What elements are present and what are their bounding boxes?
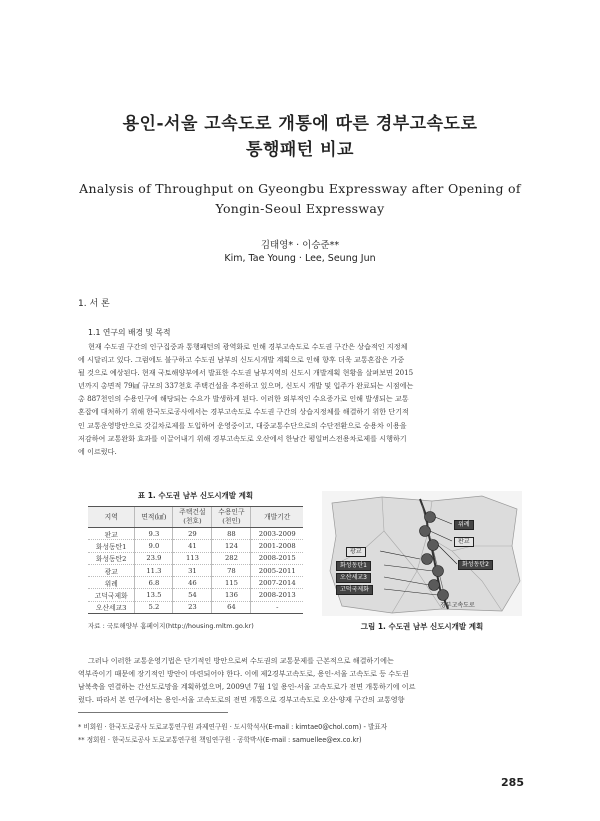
table-cell: 46 bbox=[173, 577, 212, 589]
table-cell: 78 bbox=[212, 564, 251, 576]
table-cell: 41 bbox=[173, 540, 212, 552]
figure-map bbox=[322, 491, 522, 616]
table-header-cell: 지역 bbox=[88, 507, 135, 528]
table-cell: 11.3 bbox=[135, 564, 173, 576]
paragraph-line: 남북축을 연결하는 간선도로망을 계획하였으며, 2009년 7월 1일 용인-서울 고속도로가 전면 개통하기에 이르 bbox=[78, 682, 416, 692]
table-caption: 표 1. 수도권 남부 신도시개발 계획 bbox=[137, 491, 254, 500]
table-row bbox=[88, 589, 303, 601]
table-cell: 88 bbox=[212, 528, 251, 540]
table-row bbox=[88, 577, 303, 589]
table-cell: 고덕국제화 bbox=[88, 589, 135, 601]
page-number: 285 bbox=[501, 776, 524, 789]
table-cell: 113 bbox=[173, 552, 212, 564]
table-cell: 29 bbox=[173, 528, 212, 540]
map-label-gwanggyo: 광교 bbox=[346, 547, 366, 557]
table-row bbox=[88, 528, 303, 540]
paragraph-line: 현재 수도권 구간의 인구집중과 통행패턴의 광역화로 인해 경부고속도로 수도권 구간은 상습적인 지정체 bbox=[88, 342, 408, 351]
table-cell: 위례 bbox=[88, 577, 135, 589]
table-cell: 136 bbox=[212, 589, 251, 601]
table-cell: 2005-2011 bbox=[251, 564, 303, 576]
development-plan-table bbox=[88, 506, 303, 614]
table-cell: 광교 bbox=[88, 564, 135, 576]
table-source-note: 자료 : 국토해양부 홈페이지(http://housing.mltm.go.kr) bbox=[88, 622, 254, 630]
table-cell: 9.0 bbox=[135, 540, 173, 552]
table-cell: 화성동탄2 bbox=[88, 552, 135, 564]
title-korean-line2: 통행패턴 비교 bbox=[246, 140, 354, 160]
table-row bbox=[88, 552, 303, 564]
table-cell: 23 bbox=[173, 601, 212, 613]
map-label-pangyo: 판교 bbox=[454, 537, 474, 547]
subsection-heading: 1.1 연구의 배경 및 목적 bbox=[88, 328, 171, 337]
table-cell: 115 bbox=[212, 577, 251, 589]
paragraph-line: 에 시달리고 있다. 그럼에도 불구하고 수도권 남부의 신도시개발 계획으로 인해 향후 더욱 교통혼잡은 가중 bbox=[78, 355, 405, 365]
table-cell: 오산세교3 bbox=[88, 601, 135, 613]
table-header-cell: 개발기간 bbox=[251, 507, 303, 528]
section-heading-introduction: 1. 서 론 bbox=[78, 299, 110, 309]
table-cell: - bbox=[251, 601, 303, 613]
map-label-godeok: 고덕국제화 bbox=[336, 585, 373, 595]
table-cell: 2001-2008 bbox=[251, 540, 303, 552]
table-cell: 2007-2014 bbox=[251, 577, 303, 589]
paragraph-line: 저감하여 교통완화 효과를 이끌어내기 위해 경부고속도로 오산에서 한남간 평일버스전용차로제를 시행하기 bbox=[78, 433, 407, 443]
table-cell: 9.3 bbox=[135, 528, 173, 540]
table-cell: 화성동탄1 bbox=[88, 540, 135, 552]
table-row bbox=[88, 601, 303, 613]
map-label-osan-segyo3: 오산세교3 bbox=[336, 573, 371, 583]
title-english-line1: Analysis of Throughput on Gyeongbu Expressway after Opening of bbox=[79, 181, 521, 196]
table-cell: 2008-2013 bbox=[251, 589, 303, 601]
paragraph-line: 혼잡에 대처하기 위해 한국도로공사에서는 경부고속도로 수도권 구간의 상습지정체를 해결하기 위한 단기적 bbox=[78, 407, 409, 417]
paragraph-line: 될 것으로 예상된다. 현재 국토해양부에서 발표한 수도권 남부지역의 신도시 개발계획 현황을 살펴보면 2015 bbox=[78, 368, 414, 378]
paragraph-1 bbox=[78, 340, 522, 458]
paragraph-line: 년까지 총면적 79㎢ 규모의 337천호 주택건설을 추진하고 있으며, 신도시 개발 및 입주가 완료되는 시점에는 bbox=[78, 381, 414, 391]
footnote-divider bbox=[78, 712, 228, 713]
table-row bbox=[88, 564, 303, 576]
table-cell: 13.5 bbox=[135, 589, 173, 601]
table-row bbox=[88, 540, 303, 552]
paragraph-line: 에 이르렀다. bbox=[78, 446, 117, 456]
table-cell: 2008-2015 bbox=[251, 552, 303, 564]
table-header-cell: 수용인구 (천인) bbox=[212, 507, 251, 528]
paragraph-line: 그러나 이러한 교통운영기법은 단기적인 방안으로써 수도권의 교통문제를 근본적으로 해결하기에는 bbox=[88, 656, 394, 665]
table-cell: 124 bbox=[212, 540, 251, 552]
table-cell: 판교 bbox=[88, 528, 135, 540]
table-cell: 31 bbox=[173, 564, 212, 576]
table-header-cell: 면적(㎢) bbox=[135, 507, 173, 528]
table-cell: 6.8 bbox=[135, 577, 173, 589]
table-cell: 5.2 bbox=[135, 601, 173, 613]
footnote-author-2: ** 정회원 · 한국도로공사 도로교통연구원 책임연구원 · 공학박사(E-mail : samuellee@ex.co.kr) bbox=[78, 736, 362, 744]
paragraph-line: 인 교통운영방안으로 갓길차로제를 도입하여 운영중이고, 대중교통수단으로의 수단전환으로 승용차 이용을 bbox=[78, 420, 407, 430]
map-label-dongtan1: 화성동탄1 bbox=[336, 561, 371, 571]
table-cell: 2003-2009 bbox=[251, 528, 303, 540]
authors-english: Kim, Tae Young · Lee, Seung Jun bbox=[224, 253, 376, 264]
authors-korean: 김태영* · 이승준** bbox=[260, 240, 340, 251]
title-english-line2: Yongin-Seoul Expressway bbox=[215, 201, 385, 216]
table-cell: 282 bbox=[212, 552, 251, 564]
paragraph-line: 렀다. 따라서 본 연구에서는 용인-서울 고속도로의 전면 개통으로 경부고속도로 오산-양재 구간의 교통영향 bbox=[78, 695, 405, 705]
table-header-cell: 주택건설 (천호) bbox=[173, 507, 212, 528]
figure-caption: 그림 1. 수도권 남부 신도시개발 계획 bbox=[360, 622, 484, 631]
table-cell: 23.9 bbox=[135, 552, 173, 564]
table-cell: 64 bbox=[212, 601, 251, 613]
map-label-dongtan2: 화성동탄2 bbox=[458, 560, 493, 570]
title-korean-line1: 용인-서울 고속도로 개통에 따른 경부고속도로 bbox=[122, 114, 478, 134]
footnote-author-1: * 비회원 · 한국도로공사 도로교통연구원 과제연구원 · 도시학석사(E-mail : kimtae0@chol.com) - 발표자 bbox=[78, 723, 388, 731]
map-label-expressway: 경부고속도로 bbox=[440, 602, 475, 609]
paragraph-2 bbox=[78, 654, 522, 706]
map-label-wirye: 위례 bbox=[454, 520, 474, 530]
paragraph-line: 역부족이기 때문에 장기적인 방안이 마련되어야 한다. 이에 제2경부고속도로, 용인-서울 고속도로 등 수도권 bbox=[78, 669, 409, 679]
paragraph-line: 총 887천인의 수용인구에 해당되는 수요가 발생하게 된다. 이러한 외부적인 수요증가로 인해 발생되는 교통 bbox=[78, 394, 409, 404]
table-cell: 54 bbox=[173, 589, 212, 601]
